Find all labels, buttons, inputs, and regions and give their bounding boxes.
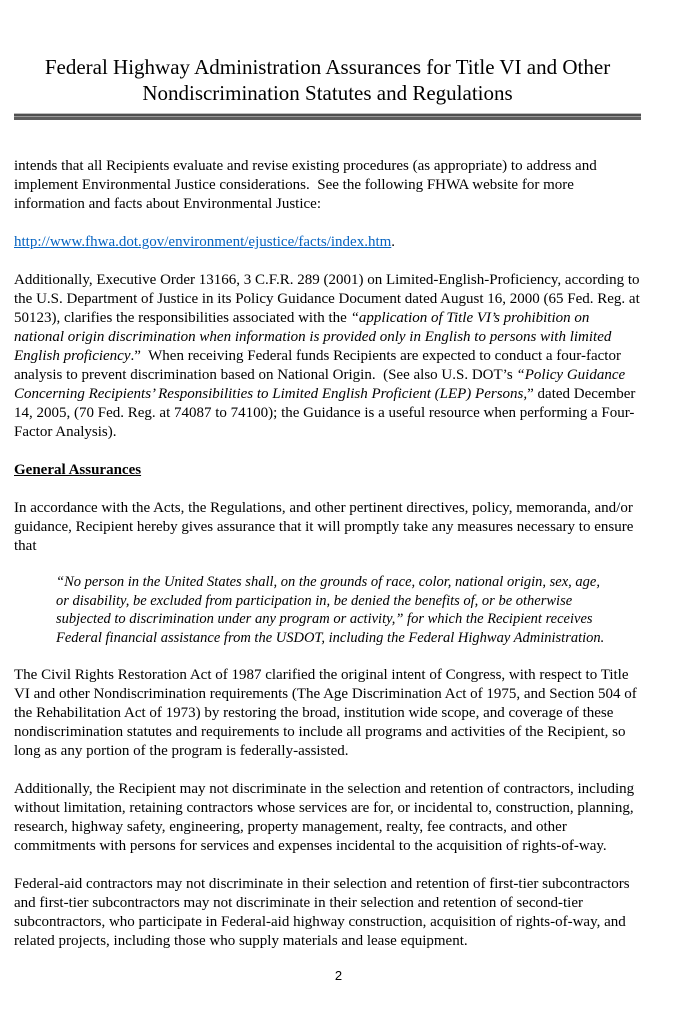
ejustice-hyperlink[interactable]: http://www.fhwa.dot.gov/environment/ejustice/facts/index.htm xyxy=(14,234,392,250)
paragraph-lep-guidance xyxy=(14,271,644,442)
link-trailing-period: . xyxy=(391,234,396,250)
paragraph-civil-rights-restoration-text: The Civil Rights Restoration Act of 1987 clarified the original intent of Congress, with respect to Title VI and other Nondiscrimination requirements (The Age Discrimination Act of 1975, and Section 504 of the Rehabilitation Act of 1973) by restoring the broad, institution wide scope, and coverage of these nondiscrimination statutes and requirements to include all programs and activities of the Recipient, so long as any portion of the program is federally-assisted. xyxy=(14,667,641,759)
lep-run-5: ” dated December 14, 2005, (70 Fed. Reg. at 74087 to 74100); the Guidance is a useful resource when performing a Four-Factor Analysis). xyxy=(14,386,640,440)
blockquote-no-person-text: “No person in the United States shall, on the grounds of race, color, national origin, sex, age, or disability, be excluded from participation in, be denied the benefits of, or be otherwise subjected to discrimination under any program or activity,” for which the Recipient receives Federal financial assistance from the USDOT, including the Federal Highway Administration. xyxy=(56,574,605,646)
lep-quote-application: “application of Title VI’s prohibition on national origin discrimination when information is provided only in English to persons with limited English proficiency xyxy=(14,310,616,364)
paragraph-subcontractors xyxy=(14,875,641,951)
page-title-line1: Federal Highway Administration Assurances for Title VI and Other xyxy=(44,55,611,79)
page-title xyxy=(14,0,641,106)
lep-quote-policy-guidance: “Policy Guidance Concerning Recipients’ Responsibilities to Limited English Proficient (LEP) Persons, xyxy=(14,367,629,402)
page-title-line2: Nondiscrimination Statutes and Regulations xyxy=(142,81,513,105)
paragraph-environmental-justice-text: intends that all Recipients evaluate and revise existing procedures (as appropriate) to address and implement Environmental Justice considerations. See the following FHWA website for more information and facts about Environmental Justice: xyxy=(14,158,601,212)
paragraph-subcontractors-text: Federal-aid contractors may not discriminate in their selection and retention of first-tier subcontractors and first-tier subcontractors may not discriminate in their selection and retention of second-tier subcontractors, who participate in Federal-aid highway construction, acquisition of rights-of-way, and related projects, including those who supply materials and lease equipment. xyxy=(14,876,634,949)
paragraph-contractor-selection xyxy=(14,780,641,856)
paragraph-civil-rights-restoration xyxy=(14,666,641,761)
title-divider-rule xyxy=(14,113,641,120)
lep-run-1: Additionally, Executive Order 13166, 3 C.F.R. 289 (2001) on Limited-English-Proficiency, according to the U.S. Department of Justice in its Policy Guidance Document dated August 16, 2000 (65 Fed. Reg. at 50123), clarifies the responsibilities associated with the xyxy=(14,272,644,326)
lep-run-3: .” When receiving Federal funds Recipients are expected to conduct a four-factor analysis to prevent discrimination based on National Origin. (See also U.S. DOT’s xyxy=(14,348,625,383)
page-number: 2 xyxy=(334,968,343,983)
paragraph-contractor-selection-text: Additionally, the Recipient may not discriminate in the selection and retention of contractors, including without limitation, retaining contractors whose services are for, or incidental to, construction, planning, research, highway safety, engineering, property management, realty, fee contracts, and other commitments with persons for services and expenses incidental to the acquisition of rights-of-way. xyxy=(14,781,638,854)
paragraph-in-accordance xyxy=(14,499,641,556)
blockquote-no-person xyxy=(56,573,611,647)
paragraph-environmental-justice xyxy=(14,157,641,214)
paragraph-link-line xyxy=(14,233,641,252)
section-heading-general-assurances: General Assurances xyxy=(14,462,142,478)
paragraph-in-accordance-text: In accordance with the Acts, the Regulations, and other pertinent directives, policy, memoranda, and/or guidance, Recipient hereby gives assurance that it will promptly take any measures necessary to ensure that xyxy=(14,500,638,554)
